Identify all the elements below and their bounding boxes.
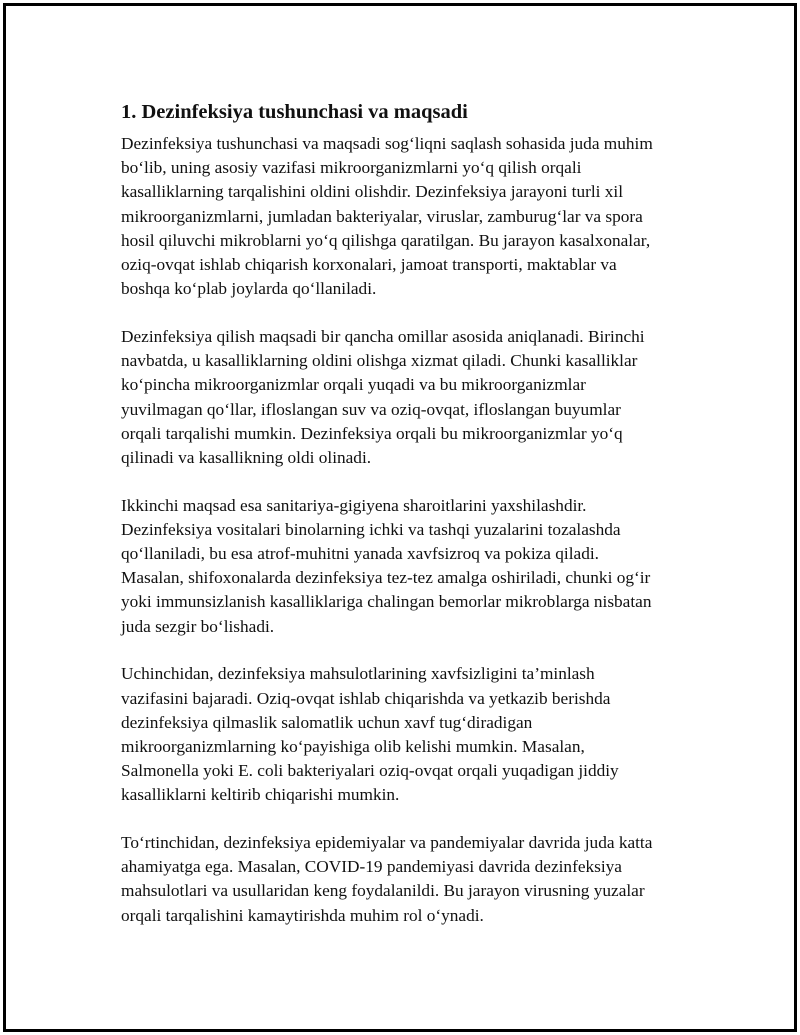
paragraph-line: yuvilmagan qo‘llar, ifloslangan suv va oziq-ovqat, ifloslangan buyumlar <box>121 399 621 419</box>
paragraph-line: boshqa ko‘plab joylarda qo‘llaniladi. <box>121 279 377 299</box>
paragraph-3 <box>121 494 696 639</box>
section-heading: 1. Dezinfeksiya tushunchasi va maqsadi <box>121 101 468 123</box>
paragraph-line: Dezinfeksiya tushunchasi va maqsadi sog‘liqni saqlash sohasida juda muhim <box>121 134 653 153</box>
paragraph-line: orqali tarqalishini kamaytirishda muhim rol o‘ynadi. <box>121 905 484 925</box>
paragraph-line: navbatda, u kasalliklarning oldini olishga xizmat qiladi. Chunki kasalliklar <box>121 351 638 371</box>
paragraph-line: mahsulotlari va usullaridan keng foydalanildi. Bu jarayon virusning yuzalar <box>121 881 645 901</box>
paragraph-line: ko‘pincha mikroorganizmlar orqali yuqadi va bu mikroorganizmlar <box>121 375 586 395</box>
paragraph-line: orqali tarqalishi mumkin. Dezinfeksiya orqali bu mikroorganizmlar yo‘q <box>121 423 623 443</box>
paragraph-line: hosil qiluvchi mikroblarni yo‘q qilishga qaratilgan. Bu jarayon kasalxonalar, <box>121 230 651 250</box>
paragraph-line: Uchinchidan, dezinfeksiya mahsulotlarining xavfsizligini ta’minlash <box>121 664 595 684</box>
paragraph-line: qilinadi va kasallikning oldi olinadi. <box>121 447 372 467</box>
paragraph-line: mikroorganizmlarni, jumladan bakteriyalar, viruslar, zamburug‘lar va spora <box>121 206 643 226</box>
paragraph-line: qo‘llaniladi, bu esa atrof-muhitni yanada xavfsizroq va pokiza qiladi. <box>121 544 599 564</box>
paragraph-line: Dezinfeksiya qilish maqsadi bir qancha omillar asosida aniqlanadi. Birinchi <box>121 326 645 346</box>
paragraph-line: kasalliklarning tarqalishini oldini olishdir. Dezinfeksiya jarayoni turli xil <box>121 182 624 202</box>
paragraph-line: mikroorganizmlarning ko‘payishiga olib kelishi mumkin. Masalan, <box>121 736 585 756</box>
document-content <box>121 98 696 951</box>
paragraph-line: juda sezgir bo‘lishadi. <box>121 616 275 636</box>
paragraph-line: kasalliklarni keltirib chiqarishi mumkin. <box>121 785 400 805</box>
paragraph-line: oziq-ovqat ishlab chiqarish korxonalari, jamoat transporti, maktablar va <box>121 255 617 275</box>
paragraph-line: Dezinfeksiya vositalari binolarning ichki va tashqi yuzalarini tozalashda <box>121 519 621 539</box>
paragraph-line: vazifasini bajaradi. Oziq-ovqat ishlab chiqarishda va yetkazib berishda <box>121 688 611 708</box>
paragraph-line: ahamiyatga ega. Masalan, COVID-19 pandemiyasi davrida dezinfeksiya <box>121 857 622 877</box>
paragraph-4 <box>121 662 696 807</box>
document-page <box>3 3 797 1032</box>
paragraph-5 <box>121 831 696 928</box>
paragraph-line: bo‘lib, uning asosiy vazifasi mikroorganizmlarni yo‘q qilish orqali <box>121 158 582 178</box>
paragraph-line: Ikkinchi maqsad esa sanitariya-gigiyena sharoitlarini yaxshilashdir. <box>121 495 587 515</box>
paragraph-line: Salmonella yoki E. coli bakteriyalari oziq-ovqat orqali yuqadigan jiddiy <box>121 761 619 781</box>
paragraph-1 <box>121 132 696 301</box>
paragraph-2 <box>121 325 696 470</box>
paragraph-line: To‘rtinchidan, dezinfeksiya epidemiyalar va pandemiyalar davrida juda katta <box>121 833 653 853</box>
paragraph-line: yoki immunsizlanish kasalliklariga chalingan bemorlar mikroblarga nisbatan <box>121 592 652 612</box>
paragraph-line: Masalan, shifoxonalarda dezinfeksiya tez-tez amalga oshiriladi, chunki og‘ir <box>121 568 651 588</box>
paragraph-line: dezinfeksiya qilmaslik salomatlik uchun xavf tug‘diradigan <box>121 712 533 732</box>
